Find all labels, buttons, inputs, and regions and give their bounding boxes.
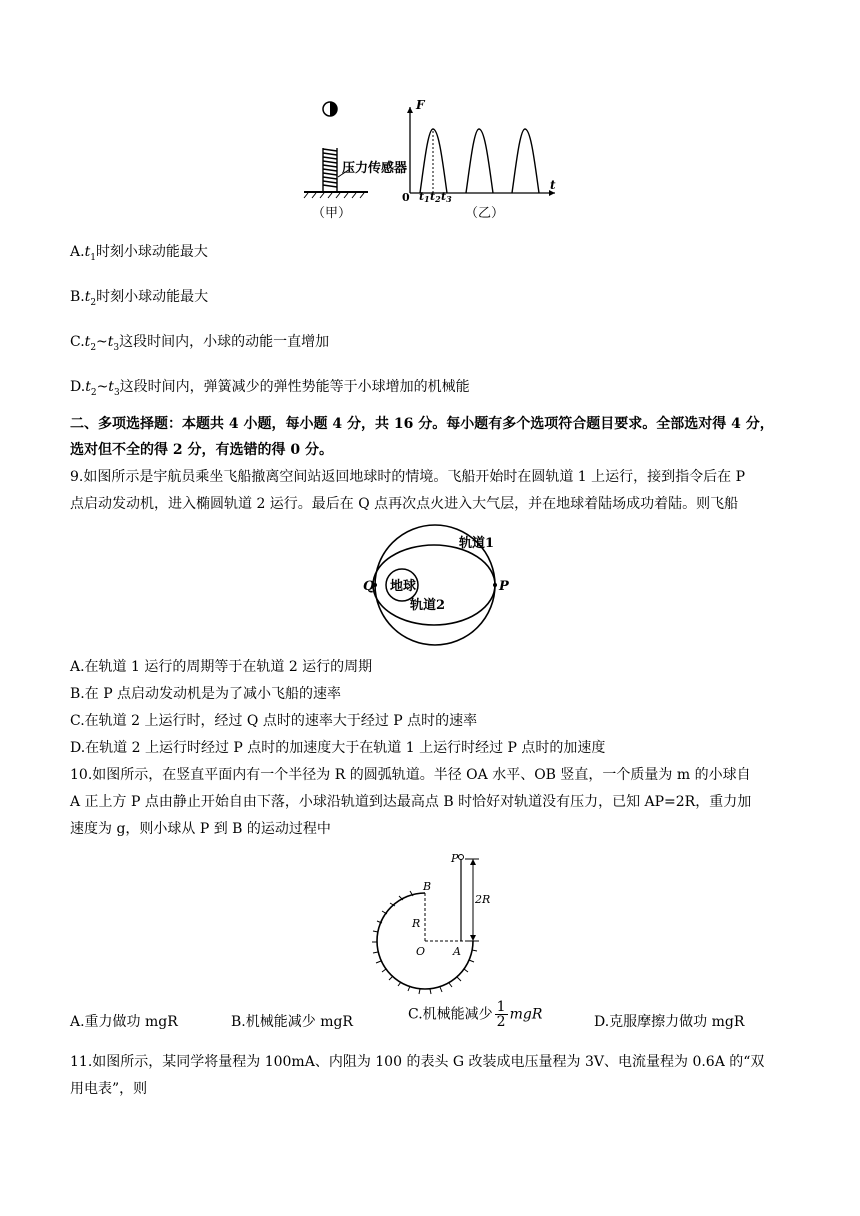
- t1-label: t1: [419, 190, 430, 204]
- q10-option-b: B.机械能减少 mgR: [231, 1014, 353, 1030]
- q10-option-d: D.克服摩擦力做功 mgR: [594, 1014, 745, 1030]
- q9-option-c: C.在轨道 2 上运行时，经过 Q 点时的速率大于经过 P 点时的速率: [70, 713, 478, 729]
- point-p-label: P: [451, 852, 459, 865]
- earth-label: 地球: [390, 579, 417, 594]
- radius-r-label: R: [412, 917, 421, 930]
- q8-option-a: $A.t_1$时刻小球动能最大: [70, 244, 208, 263]
- q10-stem-line1: 10.如图所示，在竖直平面内有一个半径为 R 的圆弧轨道。半径 OA 水平、OB 竖直，一个质量为 m 的小球自: [70, 767, 751, 783]
- length-2r-label: 2R: [475, 893, 491, 906]
- sensor-label: 压力传感器: [342, 161, 408, 176]
- q10-stem-line2: A 正上方 P 点由静止开始自由下落，小球沿轨道到达最高点 B 时恰好对轨道没有压力，已知 AP=2R，重力加: [70, 794, 752, 810]
- q8-option-b: $B.t_2$时刻小球动能最大: [70, 289, 209, 308]
- orbit2-label: 轨道2: [410, 598, 446, 613]
- section2-heading-line2: 选对但不全的得 2 分，有选错的得 0 分。: [70, 442, 333, 458]
- label-yi: （乙）: [465, 206, 505, 221]
- q9-stem-line1: 9.如图所示是宇航员乘坐飞船撤离空间站返回地球时的情境。飞船开始时在圆轨道 1 上运行，接到指令后在 P: [70, 469, 746, 485]
- t3-label: t3: [441, 190, 452, 204]
- spring-icon: [323, 148, 337, 191]
- q9-option-a: A.在轨道 1 运行的周期等于在轨道 2 运行的周期: [70, 659, 373, 675]
- figure-force-sensor: [290, 95, 570, 225]
- ball-p-icon: [459, 855, 464, 860]
- point-o-label: O: [416, 945, 426, 958]
- point-b-label: B: [423, 880, 432, 893]
- figure-orbits: [355, 522, 515, 652]
- q11-stem-line1: 11.如图所示，某同学将量程为 100mA、内阻为 100 的表头 G 改装成电压量程为 3V、电流量程为 0.6A 的“双: [70, 1054, 765, 1070]
- force-time-graph: [407, 107, 555, 196]
- q9-option-b: B.在 P 点启动发动机是为了减小飞船的速率: [70, 686, 342, 702]
- ball-icon: [323, 102, 337, 116]
- origin-label: 0: [402, 191, 410, 204]
- axis-t-label: t: [550, 178, 556, 192]
- q10-option-c: C.机械能减少 $\frac{1}{2}$ mgR: [408, 999, 543, 1030]
- axis-f-label: F: [416, 98, 425, 112]
- figure-arc-track: [365, 845, 505, 995]
- q11-stem-line2: 用电表”，则: [70, 1081, 148, 1097]
- section2-heading-line1: 二、多项选择题：本题共 4 小题，每小题 4 分，共 16 分。每小题有多个选项符合题目要求。全部选对得 4 分，: [70, 416, 774, 432]
- q9-option-d: D.在轨道 2 上运行时经过 P 点时的加速度大于在轨道 1 上运行时经过 P 点时的加速度: [70, 740, 606, 756]
- q10-option-a: A.重力做功 mgR: [70, 1014, 178, 1030]
- point-a-label: A: [453, 945, 461, 958]
- q10-stem-line3: 速度为 g，则小球从 P 到 B 的运动过程中: [70, 821, 331, 837]
- orbit1-label: 轨道1: [459, 536, 495, 551]
- q9-stem-line2: 点启动发动机，进入椭圆轨道 2 运行。最后在 Q 点再次点火进入大气层，并在地球着陆场成功着陆。则飞船: [70, 496, 739, 512]
- t2-label: t2: [430, 190, 441, 204]
- q8-option-d: $D.t_2\sim t_3$这段时间内，弹簧减少的弹性势能等于小球增加的机械能: [70, 379, 470, 398]
- label-jia: （甲）: [312, 206, 352, 221]
- q8-option-c: $C.t_2\sim t_3$这段时间内，小球的动能一直增加: [70, 334, 330, 353]
- point-p-label: P: [499, 579, 509, 594]
- point-q-label: Q: [363, 579, 375, 594]
